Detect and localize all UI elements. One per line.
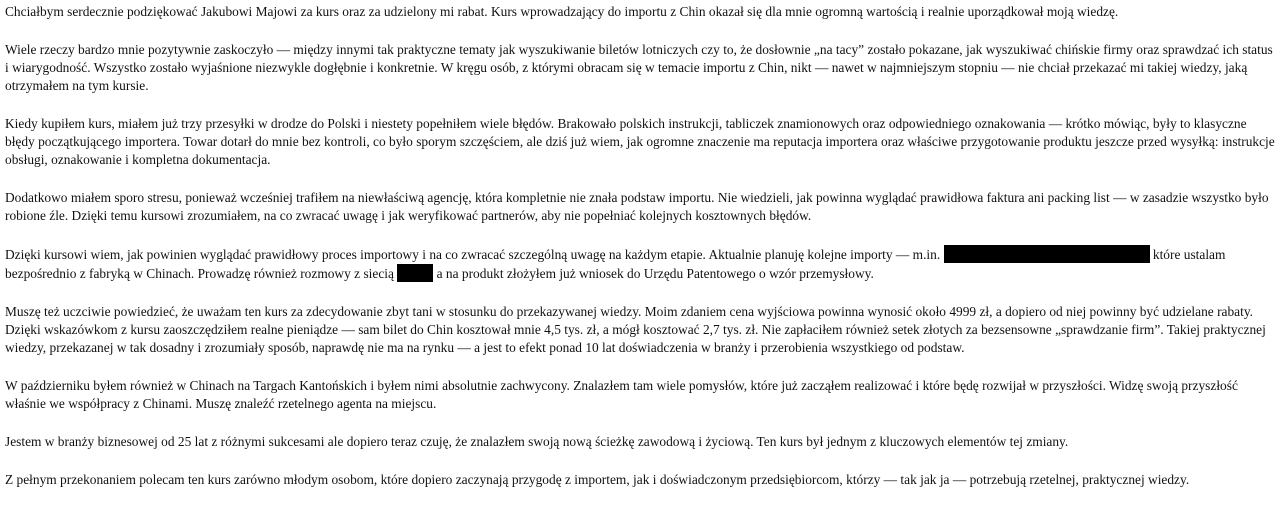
paragraph-plans-part-3: a na produkt złożyłem już wniosek do Urzędu Patentowego o wzór przemysłowy.: [433, 266, 874, 281]
paragraph-plans-part-1: Dzięki kursowi wiem, jak powinien wyglądać prawidłowy proces importowy i na co zwracać szczególną uwagę na każdym etapie. Aktualnie planuję kolejne importy — m.in.: [5, 247, 944, 262]
paragraph-surprises: Wiele rzeczy bardzo mnie pozytywnie zaskoczyło — między innymi tak praktyczne tematy jak wyszukiwanie biletów lotniczych czy to, że dosłownie „na tacy” zostało pokazane, jak wyszukiwać chińskie firmy oraz sprawdzać ich status i wiarygodność. Wszystko zostało wyjaśnione niezwykle dogłębnie i konkretnie. W kręgu osób, z którymi obracam się w temacie importu z Chin, nikt — nawet w najmniejszym stopniu — nie chciał przekazać mi takiej wiedzy, jaką otrzymałem na tym kursie.: [5, 42, 1273, 93]
testimonial-document: [5, 3, 1277, 489]
paragraph-mistakes: Kiedy kupiłem kurs, miałem już trzy przesyłki w drodze do Polski i niestety popełniłem wiele błędów. Brakowało polskich instrukcji, tabliczek znamionowych oraz odpowiedniego oznakowania — krótko mówiąc, były to klasyczne błędy początkującego importera. Towar dotarł do mnie bez kontroli, co było sporym szczęściem, ale dziś już wiem, jak ogromne znaczenie ma reputacja importera oraz właściwe przygotowanie produktu jeszcze przed wysyłką: instrukcje obsługi, oznakowanie i kompletna dokumentacja.: [5, 116, 1275, 167]
redacted-block: [944, 245, 1150, 263]
paragraph-canton-fair: W październiku byłem również w Chinach na Targach Kantońskich i byłem nimi absolutnie zachwycony. Znalazłem tam wiele pomysłów, które już zacząłem realizować i które będę rozwijał w przyszłości. Widzę swoją przyszłość właśnie we współpracy z Chinami. Muszę znaleźć rzetelnego agenta na miejscu.: [5, 378, 1238, 411]
paragraph-agency: Dodatkowo miałem sporo stresu, ponieważ wcześniej trafiłem na niewłaściwą agencję, która kompletnie nie znała podstaw importu. Nie wiedzieli, jak powinna wyglądać prawidłowa faktura ani packing list — w zasadzie wszystko było robione źle. Dzięki temu kursowi zrozumiałem, na co zwracać uwagę i jak weryfikować partnerów, aby nie popełniać kolejnych kosztownych błędów.: [5, 190, 1269, 223]
paragraph-plans-part-2: które ustalam bezpośrednio z fabryką w Chinach. Prowadzę również rozmowy z siecią: [5, 247, 1226, 281]
paragraph-plans: [5, 245, 1277, 283]
paragraph-thanks: Chciałbym serdecznie podziękować Jakubowi Majowi za kurs oraz za udzielony mi rabat. Kurs wprowadzający do importu z Chin okazał się dla mnie ogromną wartością i realnie uporządkował moją wiedzę.: [5, 4, 1119, 19]
redacted-block: [397, 264, 433, 282]
paragraph-career: Jestem w branży biznesowej od 25 lat z różnymi sukcesami ale dopiero teraz czuję, że znalazłem swoją nową ścieżkę zawodową i życiową. Ten kurs był jednym z kluczowych elementów tej zmiany.: [5, 434, 1069, 449]
paragraph-recommendation: Z pełnym przekonaniem polecam ten kurs zarówno młodym osobom, które dopiero zaczynają przygodę z importem, jak i doświadczonym przedsiębiorcom, którzy — tak jak ja — potrzebują rzetelnej, praktycznej wiedzy.: [5, 472, 1190, 487]
paragraph-price: Muszę też uczciwie powiedzieć, że uważam ten kurs za zdecydowanie zbyt tani w stosunku do przekazywanej wiedzy. Moim zdaniem cena wyjściowa powinna wynosić około 4999 zł, a dopiero od niej powinny być udzielane rabaty. Dzięki wskazówkom z kursu zaoszczędziłem realne pieniądze — sam bilet do Chin kosztował mnie 4,5 tys. zł, a mógł kosztować 2,7 tys. zł. Nie zapłaciłem również setek złotych za bezsensowne „sprawdzanie firm”. Takiej praktycznej wiedzy, przekazanej w tak dosadny i zrozumiały sposób, naprawdę nie ma na rynku — a jest to efekt ponad 10 lat doświadczenia w branży i przerobienia wszystkiego od podstaw.: [5, 304, 1266, 355]
